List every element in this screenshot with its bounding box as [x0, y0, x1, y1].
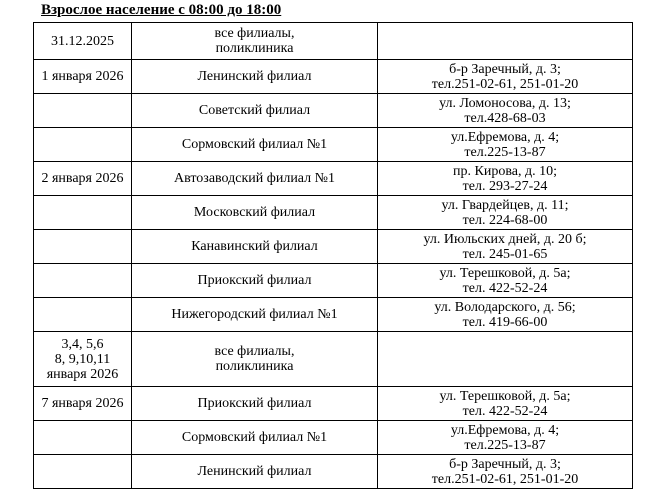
branch-cell: Канавинский филиал	[132, 230, 378, 264]
table-row	[34, 387, 633, 421]
address-cell: ул. Терешковой, д. 5а; тел. 422-52-24	[378, 387, 633, 421]
branch-cell: Советский филиал	[132, 94, 378, 128]
date-cell	[34, 421, 132, 455]
branch-cell: Сормовский филиал №1	[132, 128, 378, 162]
table-row	[34, 162, 633, 196]
date-cell: 2 января 2026	[34, 162, 132, 196]
date-cell: 7 января 2026	[34, 387, 132, 421]
date-cell	[34, 94, 132, 128]
address-cell	[378, 332, 633, 387]
table-row	[34, 332, 633, 387]
table-row	[34, 60, 633, 94]
branch-cell: Ленинский филиал	[132, 60, 378, 94]
branch-cell: все филиалы, поликлиника	[132, 332, 378, 387]
address-cell: ул.Ефремова, д. 4; тел.225-13-87	[378, 128, 633, 162]
table-row	[34, 264, 633, 298]
branch-cell: Автозаводский филиал №1	[132, 162, 378, 196]
address-cell: ул. Володарского, д. 56; тел. 419-66-00	[378, 298, 633, 332]
branch-cell: все филиалы, поликлиника	[132, 23, 378, 60]
table-row	[34, 128, 633, 162]
table-row	[34, 298, 633, 332]
branch-cell: Нижегородский филиал №1	[132, 298, 378, 332]
date-cell	[34, 128, 132, 162]
table-row	[34, 23, 633, 60]
schedule-table	[33, 22, 633, 489]
address-cell: ул. Терешковой, д. 5а; тел. 422-52-24	[378, 264, 633, 298]
table-row	[34, 455, 633, 489]
branch-cell: Приокский филиал	[132, 264, 378, 298]
branch-cell: Сормовский филиал №1	[132, 421, 378, 455]
date-cell	[34, 264, 132, 298]
address-cell	[378, 23, 633, 60]
table-row	[34, 230, 633, 264]
table-row	[34, 94, 633, 128]
date-cell: 3,4, 5,6 8, 9,10,11 января 2026	[34, 332, 132, 387]
branch-cell: Ленинский филиал	[132, 455, 378, 489]
page-title: Взрослое население с 08:00 до 18:00	[41, 2, 282, 18]
address-cell: ул. Ломоносова, д. 13; тел.428-68-03	[378, 94, 633, 128]
date-cell: 1 января 2026	[34, 60, 132, 94]
address-cell: б-р Заречный, д. 3; тел.251-02-61, 251-01-20	[378, 455, 633, 489]
table-row	[34, 421, 633, 455]
date-cell: 31.12.2025	[34, 23, 132, 60]
address-cell: ул.Ефремова, д. 4; тел.225-13-87	[378, 421, 633, 455]
address-cell: пр. Кирова, д. 10; тел. 293-27-24	[378, 162, 633, 196]
date-cell	[34, 298, 132, 332]
address-cell: б-р Заречный, д. 3; тел.251-02-61, 251-01-20	[378, 60, 633, 94]
table-row	[34, 196, 633, 230]
date-cell	[34, 196, 132, 230]
date-cell	[34, 455, 132, 489]
date-cell	[34, 230, 132, 264]
branch-cell: Приокский филиал	[132, 387, 378, 421]
branch-cell: Московский филиал	[132, 196, 378, 230]
address-cell: ул. Гвардейцев, д. 11; тел. 224-68-00	[378, 196, 633, 230]
address-cell: ул. Июльских дней, д. 20 б; тел. 245-01-65	[378, 230, 633, 264]
